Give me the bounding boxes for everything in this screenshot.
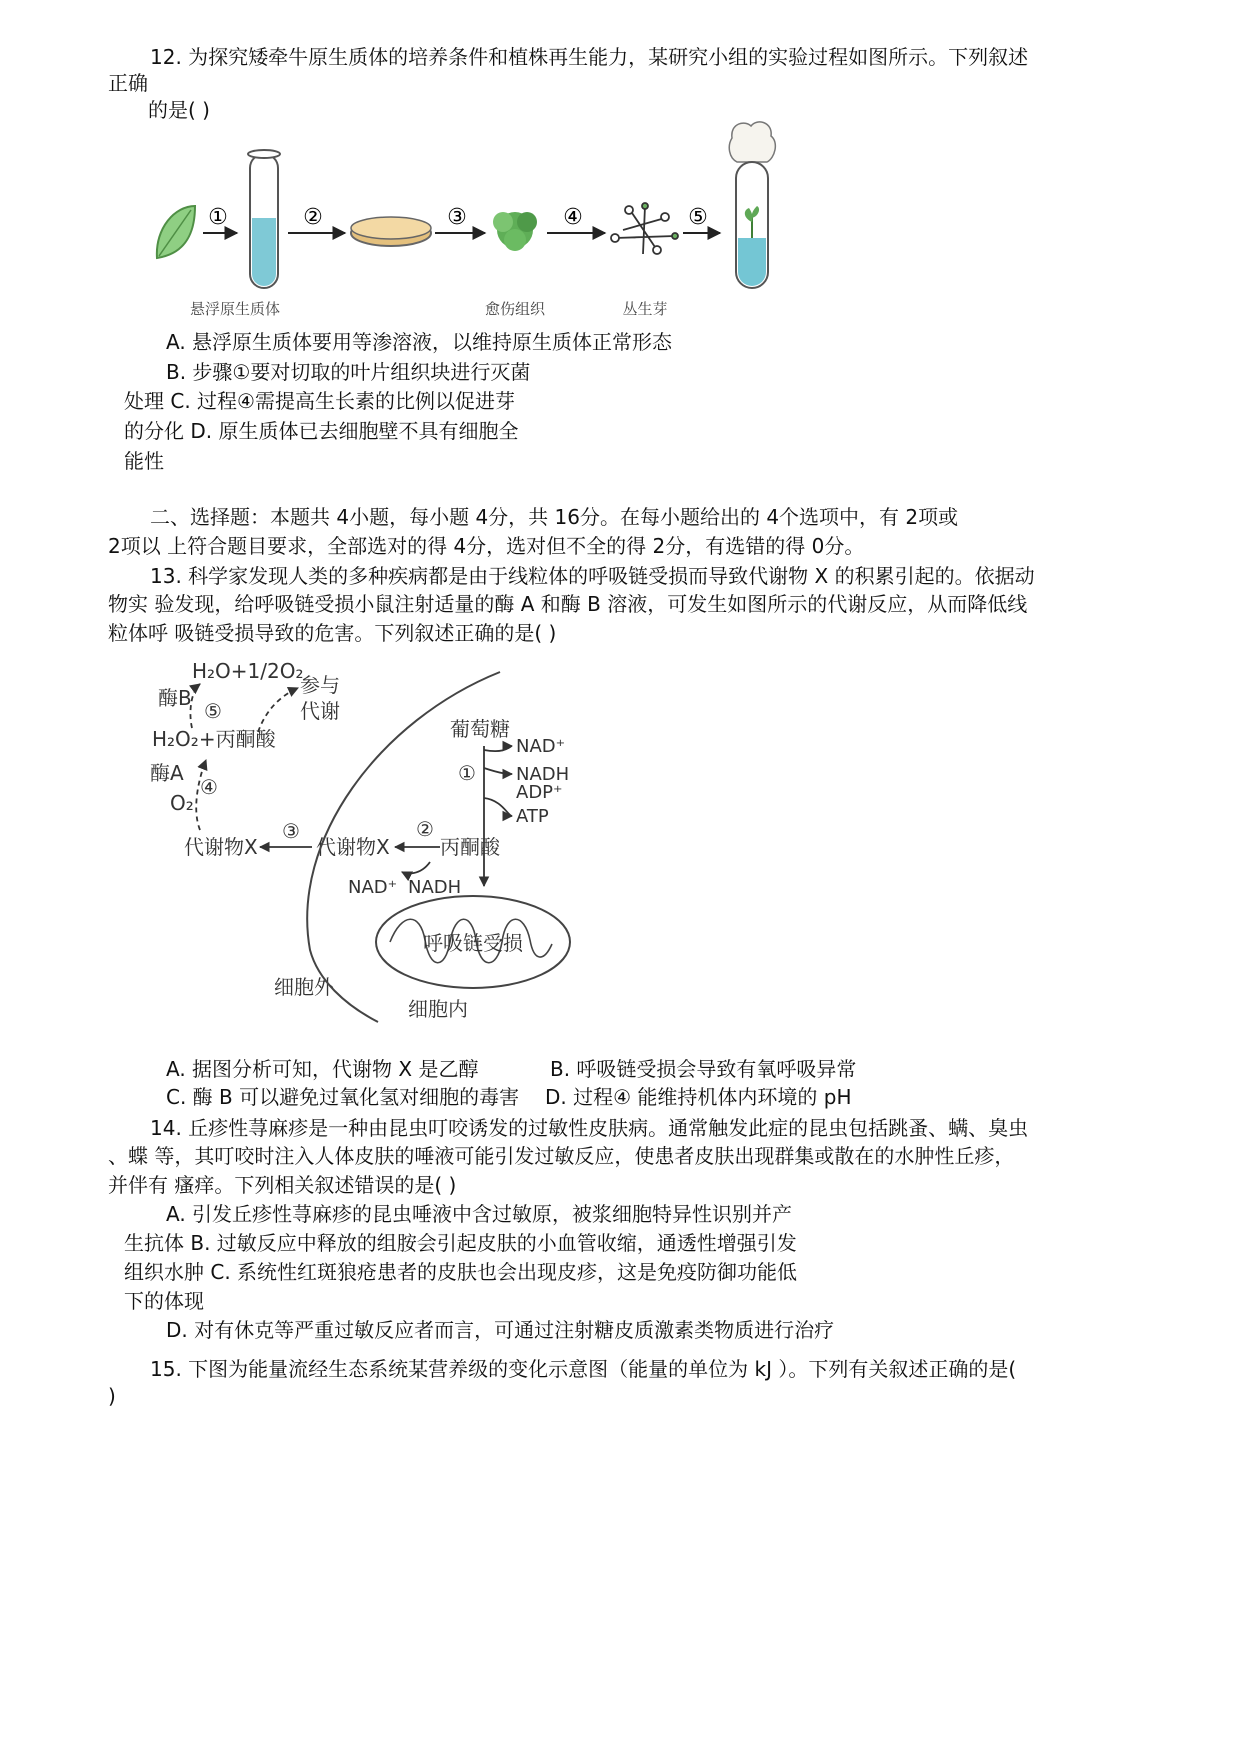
metabolism-label: 代谢 bbox=[300, 699, 340, 723]
enzyme-a-label: 酶A bbox=[150, 761, 184, 785]
nadh-1-label: NADH bbox=[516, 764, 570, 785]
q14-option-c: 组织水肿 C. 系统性红斑狼疮患者的皮肤也会出现皮疹，这是免疫防御功能低 bbox=[124, 1260, 798, 1284]
q14-option-c-cont: 下的体现 bbox=[124, 1289, 204, 1313]
adp-label: ADP⁺ bbox=[516, 782, 563, 803]
callus-label: 愈伤组织 bbox=[484, 300, 546, 318]
circle-2-label: ② bbox=[416, 817, 434, 841]
q12-option-d: 的分化 D. 原生质体已去细胞壁不具有细胞全 bbox=[124, 419, 519, 443]
q13-metabolism-figure bbox=[140, 650, 600, 1040]
q13-option-c: C. 酶 B 可以避免过氧化氢对细胞的毒害 bbox=[166, 1085, 520, 1109]
suspension-label: 悬浮原生质体 bbox=[189, 300, 281, 318]
q14-stem-line3: 并伴有 瘙痒。下列相关叙述错误的是( ) bbox=[108, 1173, 457, 1197]
section2-line2: 2项以 上符合题目要求，全部选对的得 4分，选对但不全的得 2分，有选错的得 0分。 bbox=[108, 534, 865, 558]
shoots-label: 丛生芽 bbox=[622, 300, 668, 318]
q15-stem-line1: 15. 下图为能量流经生态系统某营养级的变化示意图（能量的单位为 kJ ）。下列有关叙述正确的是( bbox=[150, 1357, 1017, 1381]
step-2-label: ② bbox=[303, 205, 323, 230]
q12-process-figure bbox=[145, 118, 795, 328]
pyruvate-label: 丙酮酸 bbox=[440, 835, 500, 859]
h2o-label: H₂O+1/2O₂ bbox=[192, 659, 304, 683]
petri-dish-icon bbox=[351, 217, 431, 246]
outside-label: 细胞外 bbox=[274, 975, 334, 999]
mitochondrion-icon bbox=[376, 896, 570, 988]
step-4-label: ④ bbox=[563, 205, 583, 230]
step-3-label: ③ bbox=[447, 205, 467, 230]
plantlet-tube-icon bbox=[729, 122, 775, 288]
circle-4-label: ④ bbox=[200, 775, 218, 799]
q13-option-d: D. 过程④ 能维持机体内环境的 pH bbox=[545, 1085, 852, 1109]
leaf-icon bbox=[157, 206, 195, 258]
mito-label: 呼吸链受损 bbox=[423, 931, 523, 955]
circle-1-label: ① bbox=[458, 761, 476, 785]
step-1-label: ① bbox=[208, 205, 228, 230]
section2-line1: 二、选择题：本题共 4小题，每小题 4分，共 16分。在每小题给出的 4个选项中，有 2项或 bbox=[150, 505, 959, 529]
q12-option-c: 处理 C. 过程④需提高生长素的比例以促进芽 bbox=[124, 389, 515, 413]
q13-stem-line2: 物实 验发现，给呼吸链受损小鼠注射适量的酶 A 和酶 B 溶液，可发生如图所示的代谢反应，从而降低线 bbox=[108, 592, 1028, 616]
metab-x-out-label: 代谢物X bbox=[184, 835, 258, 859]
q14-option-b: 生抗体 B. 过敏反应中释放的组胺会引起皮肤的小血管收缩，通透性增强引发 bbox=[124, 1231, 797, 1255]
metab-x-in-label: 代谢物X bbox=[316, 835, 390, 859]
callus-icon bbox=[493, 212, 537, 251]
h2o2-label: H₂O₂+丙酮酸 bbox=[152, 727, 276, 751]
glucose-label: 葡萄糖 bbox=[450, 717, 510, 741]
enzyme-b-label: 酶B bbox=[158, 686, 192, 710]
q12-option-a: A. 悬浮原生质体要用等渗溶液，以维持原生质体正常形态 bbox=[166, 330, 673, 354]
q14-stem-line1: 14. 丘疹性荨麻疹是一种由昆虫叮咬诱发的过敏性皮肤病。通常触发此症的昆虫包括跳蚤、螨、臭虫 bbox=[150, 1116, 1029, 1140]
inside-label: 细胞内 bbox=[408, 997, 468, 1021]
shoots-icon bbox=[611, 203, 678, 254]
atp-label: ATP bbox=[516, 806, 549, 827]
q12-option-d-cont: 能性 bbox=[124, 449, 164, 473]
q13-stem-line1: 13. 科学家发现人类的多种疾病都是由于线粒体的呼吸链受损而导致代谢物 X 的积累引起的。依据动 bbox=[150, 564, 1035, 588]
nadh-label: NADH bbox=[408, 877, 462, 898]
q14-option-a: A. 引发丘疹性荨麻疹的昆虫唾液中含过敏原，被浆细胞特异性识别并产 bbox=[166, 1202, 793, 1226]
q14-stem-line2: 、蝶 等，其叮咬时注入人体皮肤的唾液可能引发过敏反应，使患者皮肤出现群集或散在的水肿性丘疹， bbox=[108, 1144, 1015, 1168]
test-tube-icon bbox=[248, 150, 280, 288]
q14-option-d: D. 对有休克等严重过敏反应者而言，可通过注射糖皮质激素类物质进行治疗 bbox=[166, 1318, 835, 1342]
q15-stem-line2: ) bbox=[108, 1384, 116, 1408]
participate-label: 参与 bbox=[300, 673, 340, 697]
q12-stem-line2: 正确 bbox=[108, 71, 148, 95]
q13-stem-line3: 粒体呼 吸链受损导致的危害。下列叙述正确的是( ) bbox=[108, 621, 557, 645]
nad-plus-label: NAD⁺ bbox=[348, 877, 398, 898]
q13-option-b: B. 呼吸链受损会导致有氧呼吸异常 bbox=[550, 1057, 857, 1081]
o2-label: O₂ bbox=[170, 791, 194, 815]
q12-stem-line3: 的是( ) bbox=[148, 98, 210, 122]
q12-stem-line1: 12. 为探究矮牵牛原生质体的培养条件和植株再生能力，某研究小组的实验过程如图所示。下列叙述 bbox=[150, 45, 1029, 69]
nad-1-label: NAD⁺ bbox=[516, 736, 566, 757]
circle-3-label: ③ bbox=[282, 819, 300, 843]
step-5-label: ⑤ bbox=[688, 205, 708, 230]
circle-5-label: ⑤ bbox=[204, 699, 222, 723]
q12-option-b: B. 步骤①要对切取的叶片组织块进行灭菌 bbox=[166, 360, 531, 384]
q13-option-a: A. 据图分析可知，代谢物 X 是乙醇 bbox=[166, 1057, 479, 1081]
